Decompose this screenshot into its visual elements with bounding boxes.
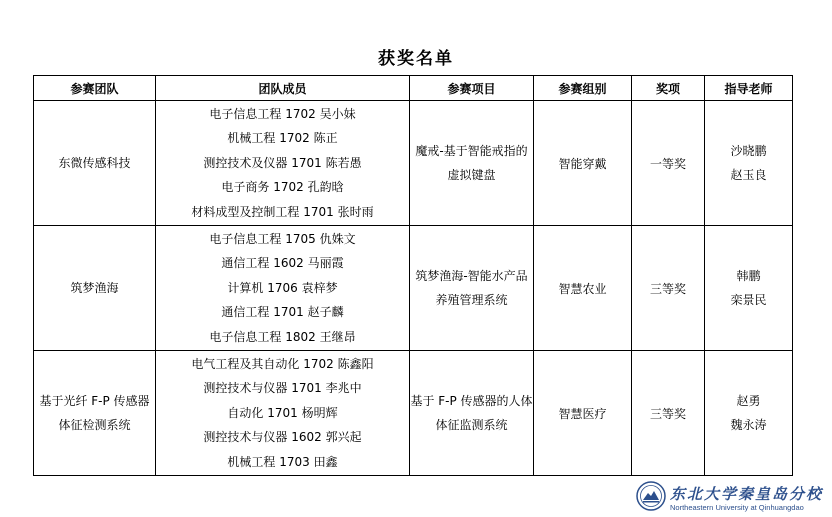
member: 计算机 1706 袁梓梦 (227, 280, 338, 295)
header-project: 参赛项目 (410, 76, 534, 101)
member: 通信工程 1602 马丽霞 (221, 256, 344, 271)
header-members: 团队成员 (156, 76, 410, 101)
team-name: 东微传感科技 (34, 101, 156, 226)
advisors (705, 226, 793, 351)
header-group: 参赛组别 (534, 76, 632, 101)
member: 测控技术及仪器 1701 陈若愚 (203, 155, 362, 170)
advisor: 赵勇 (736, 394, 761, 408)
member: 测控技术与仪器 1701 李兆中 (203, 381, 362, 396)
member: 测控技术与仪器 1602 郭兴起 (203, 430, 362, 445)
team-members (156, 101, 410, 226)
advisor: 魏永涛 (730, 418, 767, 432)
member: 机械工程 1703 田鑫 (227, 454, 338, 469)
advisors (705, 351, 793, 476)
header-award: 奖项 (632, 76, 705, 101)
team-name: 筑梦渔海 (34, 226, 156, 351)
competition-group: 智慧医疗 (534, 351, 632, 476)
university-name-en: Northeastern University at Qinhuangdao (670, 503, 804, 512)
member: 电气工程及其自动化 1702 陈鑫阳 (191, 356, 374, 371)
team-members (156, 351, 410, 476)
member: 自动化 1701 杨明辉 (227, 405, 338, 420)
member: 电子信息工程 1802 王继昂 (209, 329, 356, 344)
award-level: 三等奖 (632, 351, 705, 476)
header-teachers: 指导老师 (705, 76, 793, 101)
team-members (156, 226, 410, 351)
table-header-row (34, 76, 793, 101)
header-team: 参赛团队 (34, 76, 156, 101)
table-row (34, 101, 793, 226)
university-emblem-icon (636, 481, 666, 511)
award-table (33, 75, 793, 476)
competition-group: 智慧农业 (534, 226, 632, 351)
advisor: 栾景民 (730, 293, 767, 307)
member: 电子信息工程 1705 仇姝文 (209, 231, 356, 246)
advisor: 沙晓鹏 (730, 144, 767, 158)
university-name-cn: 东北大学秦皇岛分校 (670, 485, 824, 503)
competition-group: 智能穿戴 (534, 101, 632, 226)
table-row (34, 226, 793, 351)
award-level: 一等奖 (632, 101, 705, 226)
member: 电子信息工程 1702 吴小妹 (209, 106, 356, 121)
advisor: 赵玉良 (730, 168, 767, 182)
member: 电子商务 1702 孔韵晗 (221, 180, 344, 195)
advisor: 韩鹏 (736, 269, 761, 283)
page-title: 获奖名单 (378, 49, 454, 69)
project-name: 筑梦渔海-智能水产品养殖管理系统 (410, 226, 534, 351)
member: 通信工程 1701 赵子麟 (221, 305, 344, 320)
table-row (34, 351, 793, 476)
project-name: 魔戒-基于智能戒指的虚拟键盘 (410, 101, 534, 226)
university-logo (636, 481, 832, 517)
member: 材料成型及控制工程 1701 张时雨 (191, 204, 374, 219)
project-name: 基于 F-P 传感器的人体体征监测系统 (410, 351, 534, 476)
member: 机械工程 1702 陈正 (227, 131, 338, 146)
team-name: 基于光纤 F-P 传感器体征检测系统 (34, 351, 156, 476)
award-level: 三等奖 (632, 226, 705, 351)
advisors (705, 101, 793, 226)
